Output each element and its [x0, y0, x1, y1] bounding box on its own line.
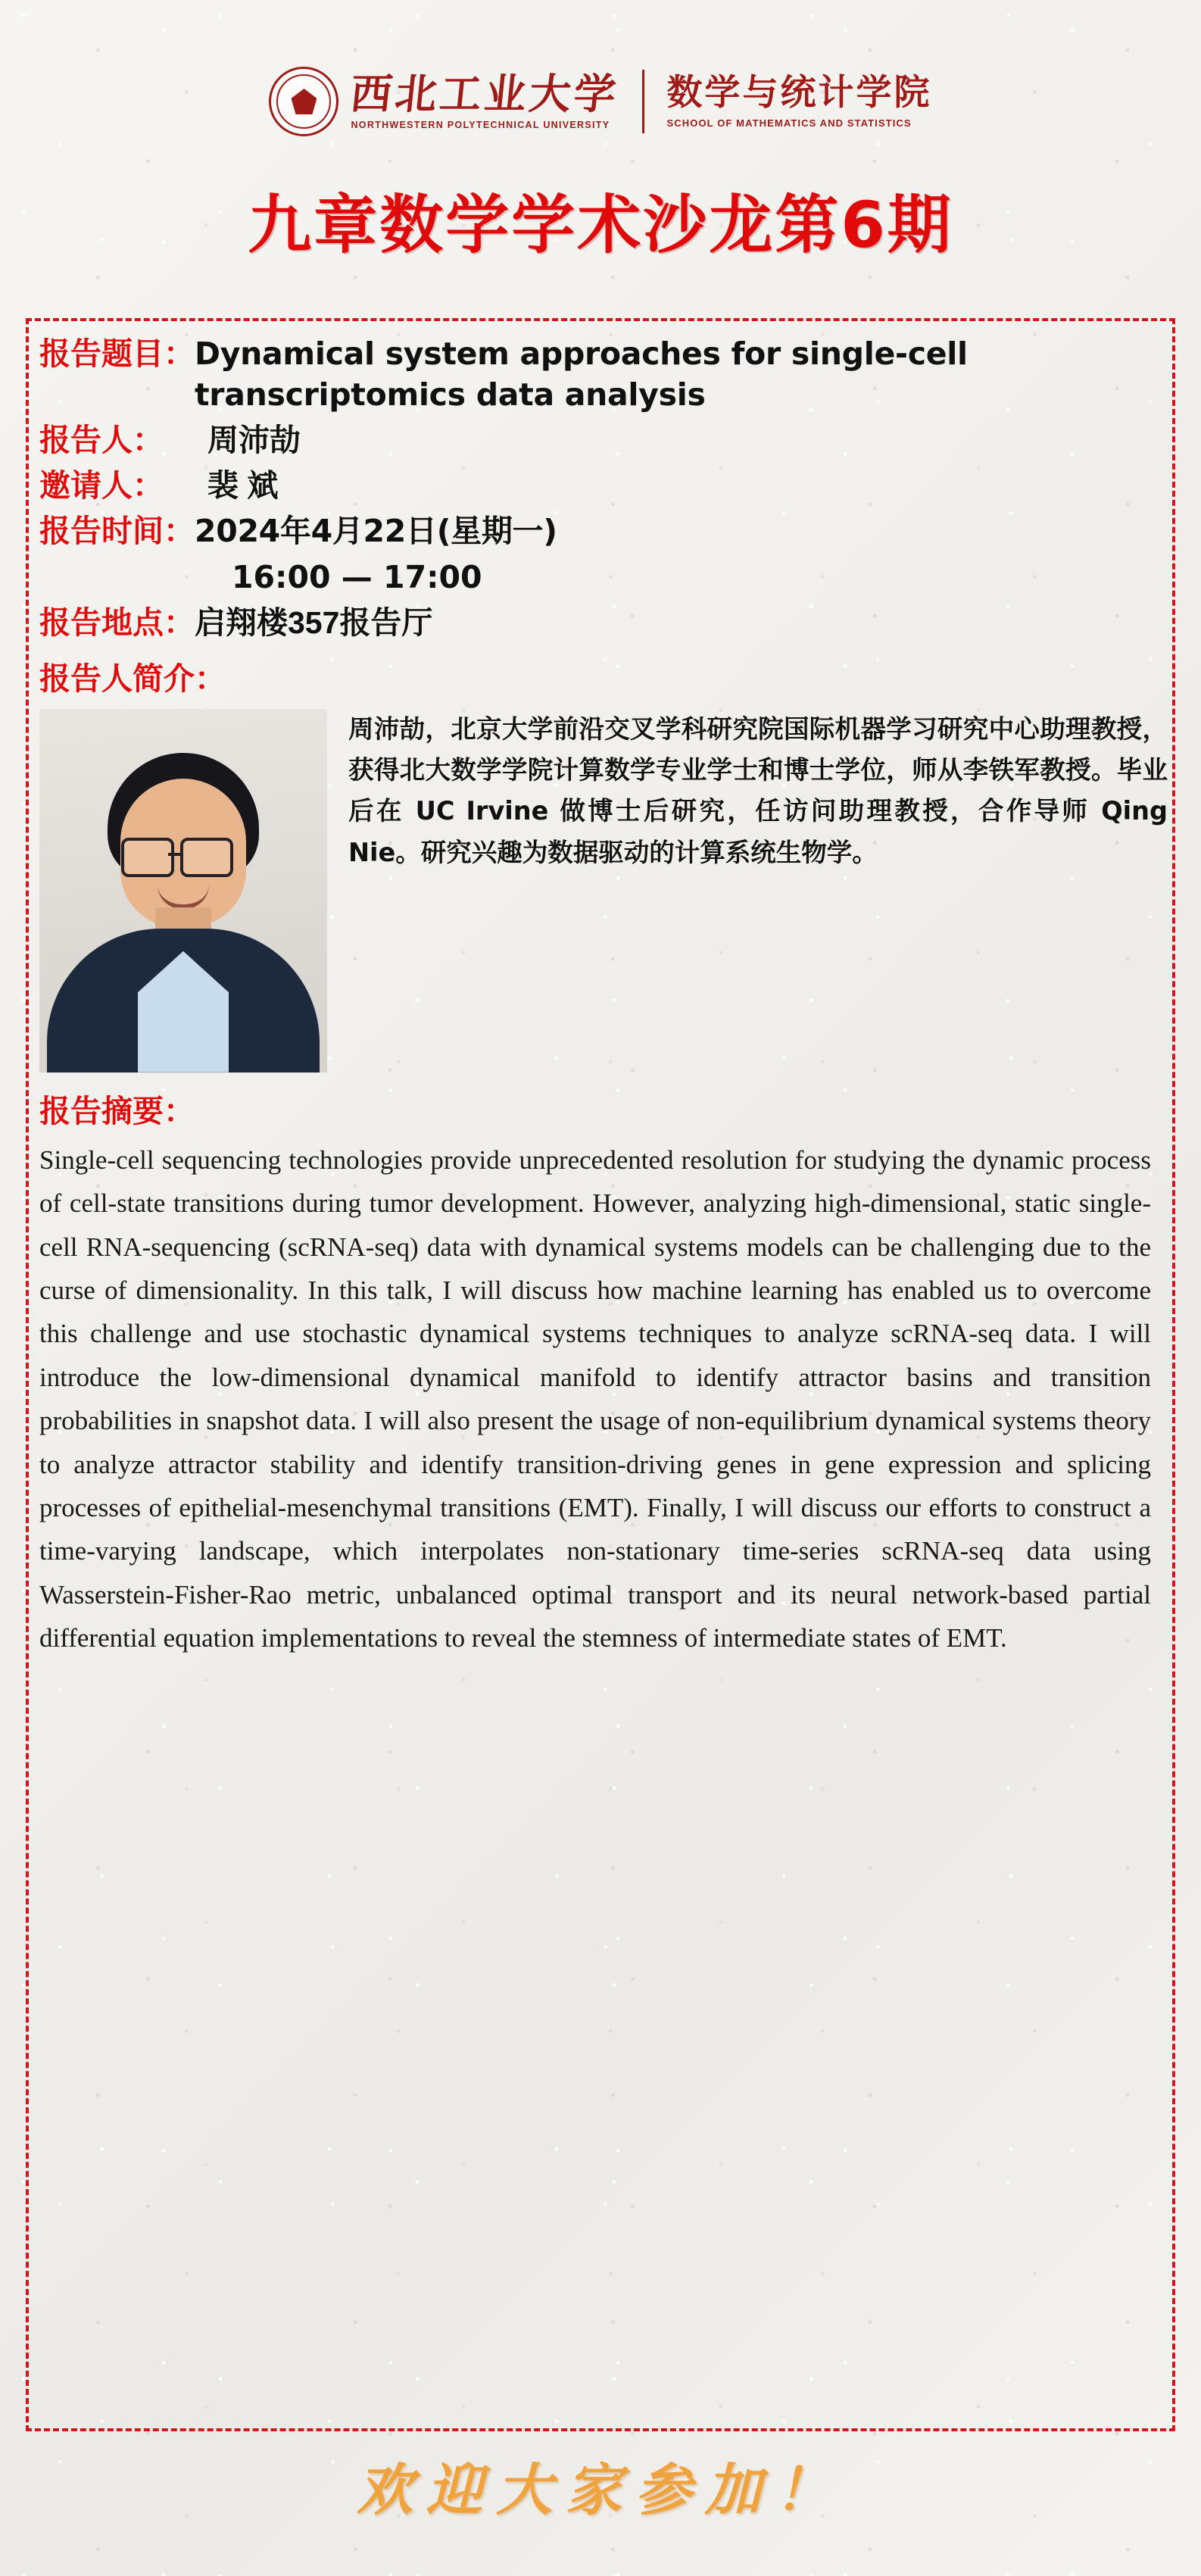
topic-value: Dynamical system approaches for single-cell transcriptomics data analysis [195, 336, 968, 414]
speaker-label: 报告人： [39, 423, 164, 458]
portrait-glasses-bridge [168, 853, 182, 856]
logo-divider [642, 70, 644, 133]
place-label: 报告地点： [39, 604, 195, 640]
portrait-glasses-left [121, 838, 174, 877]
speaker-value: 周沛劼 [207, 423, 301, 458]
time-label: 报告时间： [39, 514, 195, 549]
topic-label: 报告题目： [39, 336, 195, 371]
bio-text: 周沛劼，北京大学前沿交叉学科研究院国际机器学习研究中心助理教授，获得北大数学学院计算数学专业学士和博士学位，师从李铁军教授。毕业后在 UC Irvine 做博士后研究，任访问助理教授，合作导师 Qing Nie。研究兴趣为数据驱动的计算系统生物学。 [348, 713, 1168, 867]
bio-label: 报告人简介： [39, 660, 226, 696]
university-name-cn: 西北工业大学 [348, 69, 622, 118]
time-line [39, 511, 1168, 551]
page-title: 九章数学学术沙龙第6期 [248, 188, 953, 262]
place-line [39, 602, 1168, 643]
school-name-en: SCHOOL OF MATHEMATICS AND STATISTICS [666, 117, 912, 129]
abstract-text: Single-cell sequencing technologies provide unprecedented resolution for studying the dynamic process of cell-state transitions during tumor development. However, analyzing high-dimensional, static single-cell RNA-sequencing (scRNA-seq) data with dynamical systems models can be challenging due to the curse of dimensionality. In this talk, I will discuss how machine learning has enabled us to overcome this challenge and use stochastic dynamical systems techniques to analyze scRNA-seq data. I will introduce the low-dimensional dynamical manifold to identify attractor basins and transition probabilities in snapshot data. I will also present the usage of non-equilibrium dynamical systems theory to analyze attractor stability and identify transition-driving genes in gene expression and splicing processes of epithelial-mesenchymal transitions (EMT). Finally, I will discuss our efforts to construct a time-varying landscape, which interpolates non-stationary time-series scRNA-seq data using Wasserstein-Fisher-Rao metric, unbalanced optimal transport and its neural network-based partial differential equation implementations to reveal the stemness of intermediate states of EMT. [39, 1144, 1151, 1653]
place-value: 启翔楼357报告厅 [195, 604, 433, 640]
university-name-block [348, 69, 622, 130]
inviter-value: 裴 斌 [207, 468, 279, 504]
inviter-label: 邀请人： [39, 468, 164, 504]
speaker-line [39, 420, 1168, 461]
school-name-block [666, 71, 932, 129]
bio-row [39, 709, 1168, 1073]
time-value: 2024年4月22日(星期一) [195, 513, 557, 550]
university-crest-icon [269, 67, 338, 136]
abstract-label: 报告摘要： [39, 1093, 195, 1129]
portrait-glasses-right [180, 838, 233, 877]
content-area [39, 333, 1168, 1660]
school-name-cn: 数学与统计学院 [666, 71, 932, 114]
header-logo-row [0, 67, 1201, 136]
time-value-second: 16:00 — 17:00 [232, 558, 482, 595]
inviter-line [39, 465, 1168, 506]
speaker-photo [39, 709, 327, 1073]
university-name-en: NORTHWESTERN POLYTECHNICAL UNIVERSITY [351, 120, 610, 130]
footer-welcome-text: 欢迎大家参加！ [357, 2458, 844, 2523]
topic-line [39, 333, 1168, 415]
